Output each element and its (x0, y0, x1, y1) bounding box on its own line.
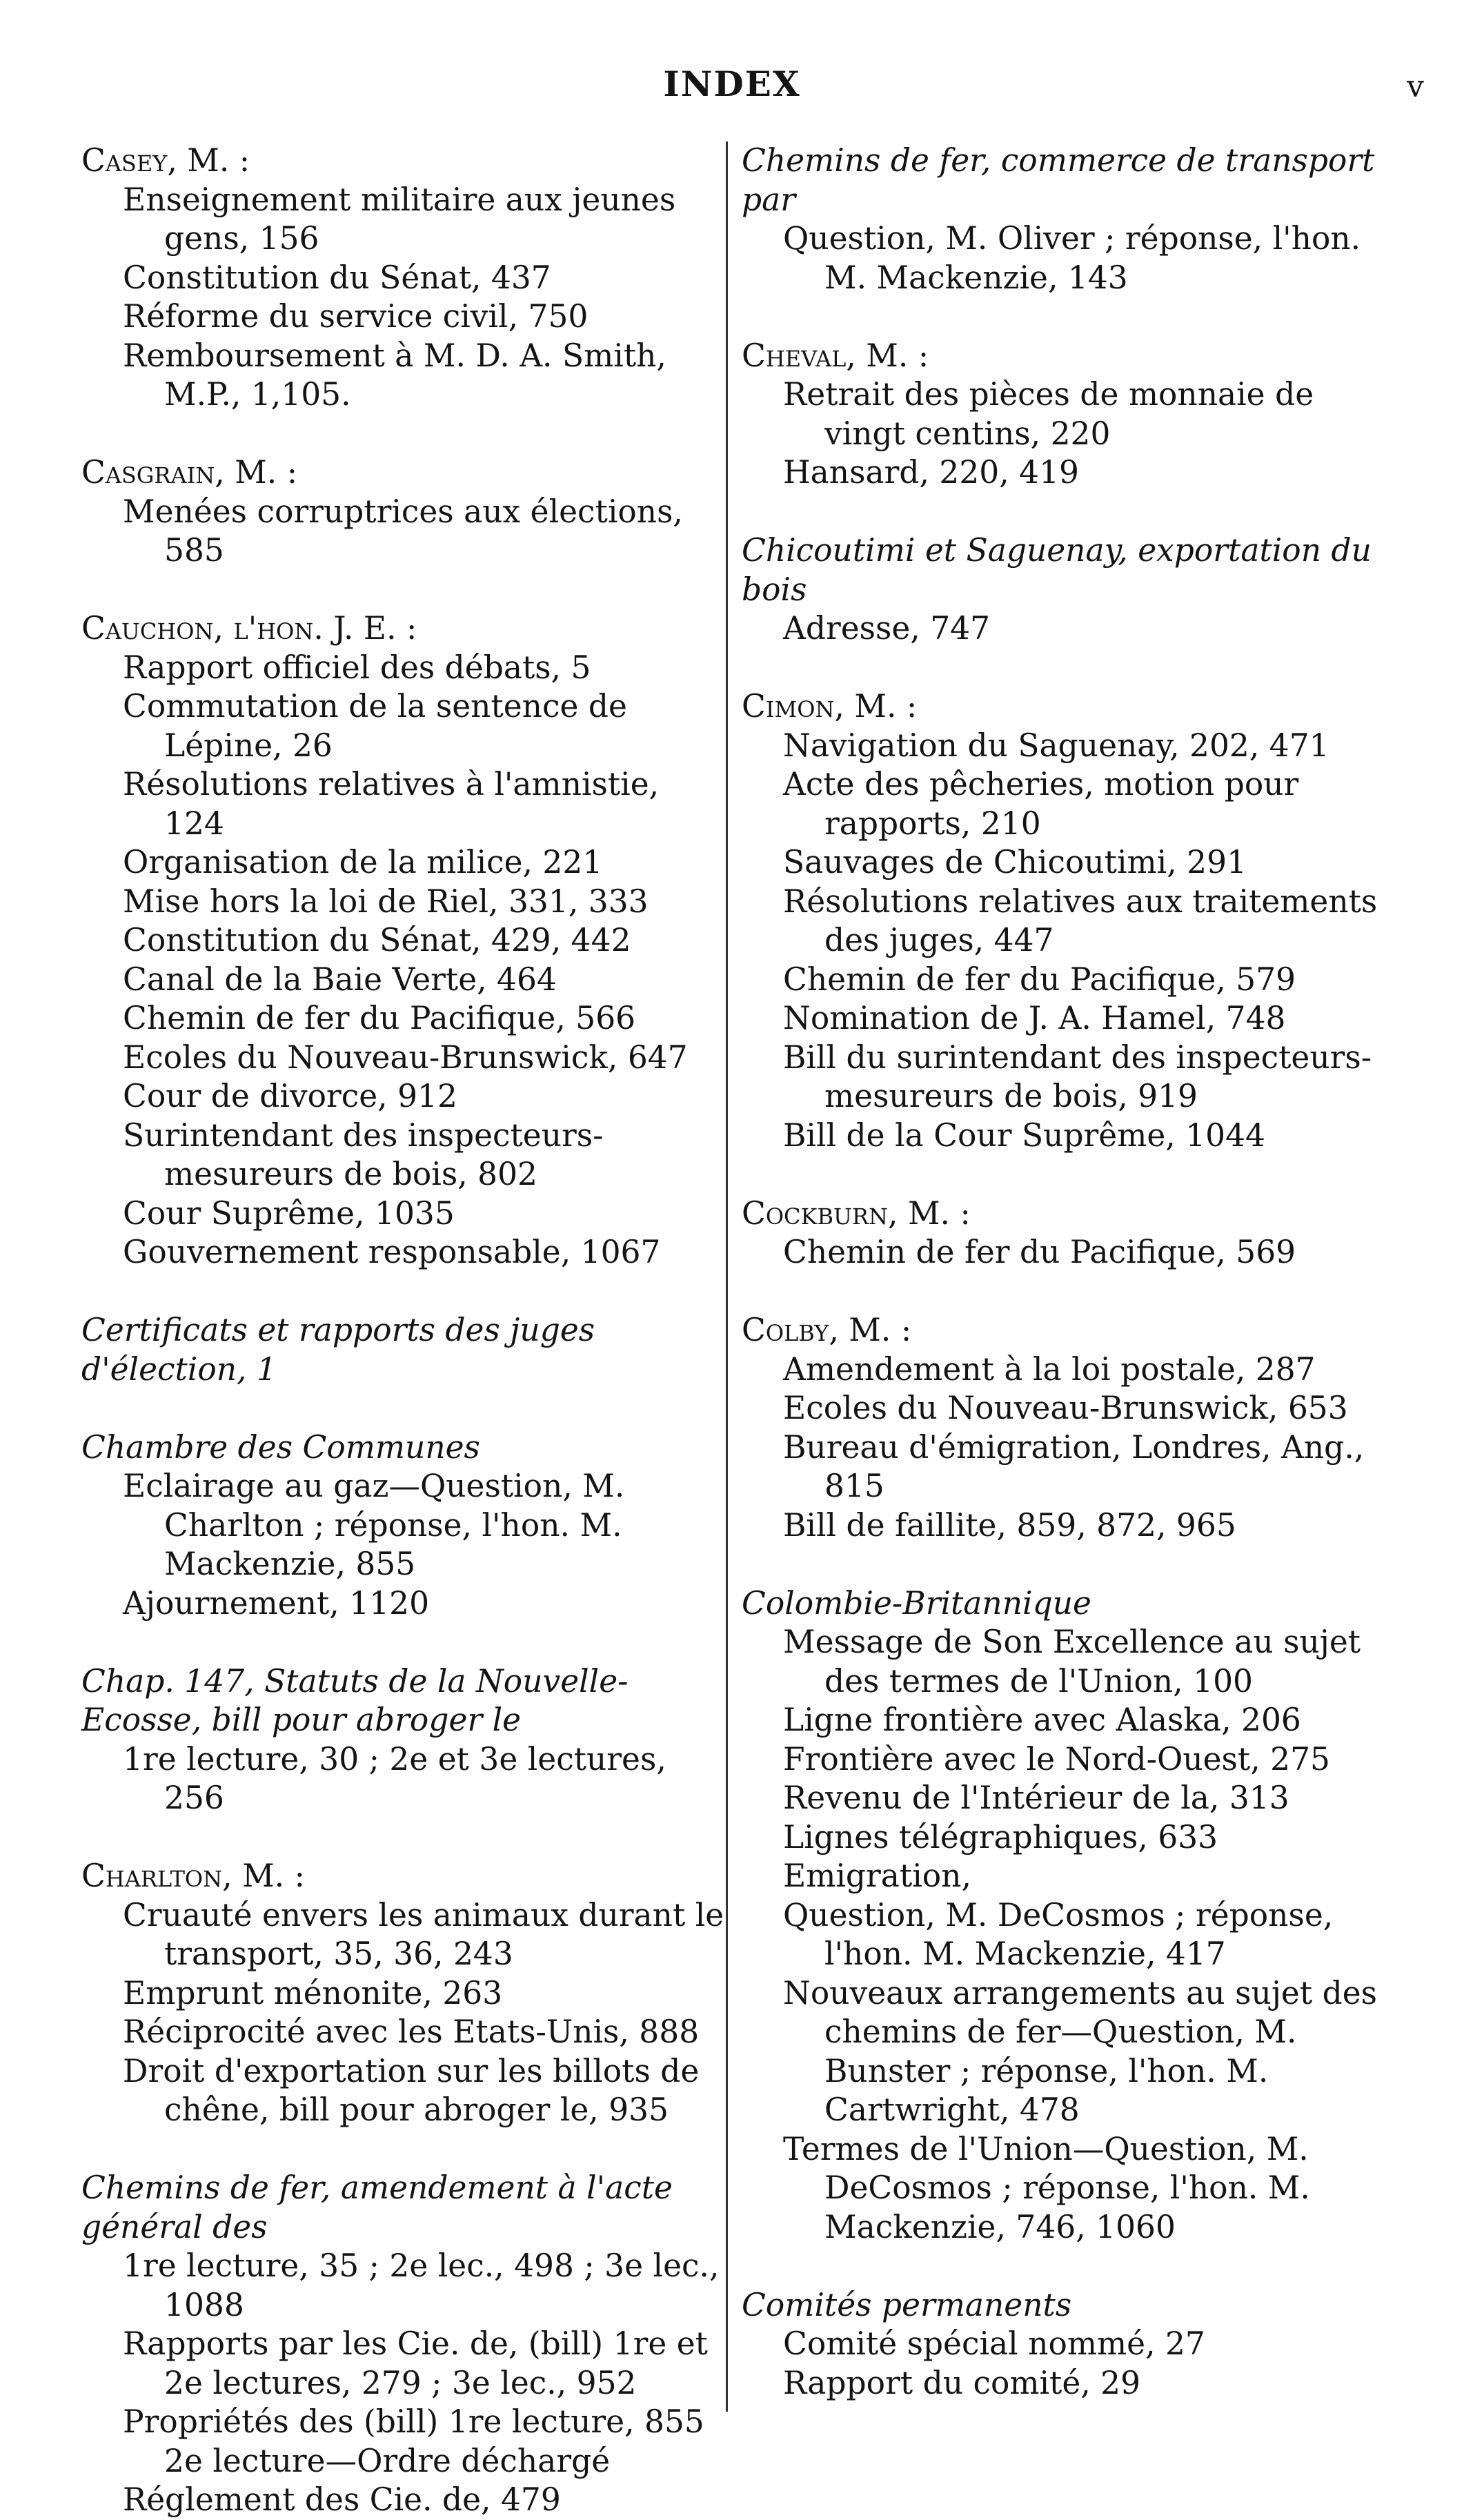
index-subentry: Droit d'exportation sur les billots de chêne, bill pour abroger le, 935 (123, 2052, 700, 2128)
index-subentry: Nomination de J. A. Hamel, 748 (783, 1000, 1286, 1036)
index-subentry: Adresse, 747 (783, 610, 991, 647)
index-entry-chicoutimi-et-saguenay-exportation-du-bo (742, 531, 1387, 649)
index-subentry: Commutation de la sentence de Lépine, 26 (123, 688, 627, 764)
index-subentry: Navigation du Saguenay, 202, 471 (783, 727, 1329, 764)
index-entry-casey-m (81, 141, 726, 415)
index-subentry: Rapport du comité, 29 (783, 2364, 1141, 2401)
index-subentry: Bill du surintendant des inspecteurs-mesureurs de bois, 919 (783, 1038, 1372, 1114)
index-heading: Cockburn, M. : (742, 1194, 971, 1232)
index-heading: Cauchon, l'hon. J. E. : (81, 610, 417, 647)
index-subentry: Canal de la Baie Verte, 464 (123, 961, 557, 998)
page-number: v (1407, 69, 1424, 104)
index-subentry: Hansard, 220, 419 (783, 454, 1080, 491)
index-subentry: Remboursement à M. D. A. Smith, M.P., 1,105. (123, 337, 666, 413)
index-subentry: Revenu de l'Intérieur de la, 313 (783, 1780, 1289, 1816)
index-subentry: Constitution du Sénat, 429, 442 (123, 922, 631, 958)
index-subentry: Organisation de la milice, 221 (123, 844, 603, 880)
index-subentry: Bill de faillite, 859, 872, 965 (783, 1506, 1236, 1544)
index-subentry: Réciprocité avec les Etats-Unis, 888 (123, 2014, 700, 2050)
index-heading: Colombie-Britannique (742, 1584, 1091, 1622)
index-subentry: Résolutions relatives aux traitements des juges, 447 (783, 883, 1378, 958)
index-entry-chap-147-statuts-de-la-nouvelle-ecosse-b (81, 1662, 726, 1818)
index-entry-chemins-de-fer-amendement-a-l-acte-gener (81, 2169, 726, 2520)
index-subentry: Bureau d'émigration, Londres, Ang., 815 (783, 1428, 1365, 1504)
index-heading: Chambre des Communes (81, 1428, 480, 1466)
index-heading: Cheval, M. : (742, 337, 929, 374)
index-subentry: Mise hors la loi de Riel, 331, 333 (123, 883, 649, 920)
index-heading: Certificats et rapports des juges d'élection, 1 (81, 1312, 595, 1388)
index-subentry: Emigration, (783, 1858, 971, 1894)
index-subentry: Réglement des Cie. de, 479 (123, 2481, 561, 2518)
index-heading: Comités permanents (742, 2286, 1072, 2323)
index-entry-chambre-des-communes (81, 1428, 726, 1624)
left-column (81, 141, 726, 2520)
index-subentry: Réforme du service civil, 750 (123, 298, 588, 335)
index-subentry: Enseignement militaire aux jeunes gens, 156 (123, 181, 676, 257)
index-entry-chemins-de-fer-commerce-de-transport-par (742, 141, 1387, 297)
index-heading: Casgrain, M. : (81, 454, 298, 491)
running-title: INDEX (663, 63, 801, 104)
index-subentry: Nouveaux arrangements au sujet des chemins de fer—Question, M. Bunster ; réponse, l'hon. M. Cartwright, 478 (783, 1974, 1378, 2128)
index-heading: Chicoutimi et Saguenay, exportation du bois (742, 532, 1372, 608)
index-subentry: Propriétés des (bill) 1re lecture, 855 2e lecture—Ordre déchargé (123, 2403, 704, 2479)
index-subentry: Ligne frontière avec Alaska, 206 (783, 1702, 1301, 1738)
index-subentry: Amendement à la loi postale, 287 (783, 1350, 1316, 1388)
index-subentry: Chemin de fer du Pacifique, 579 (783, 961, 1296, 998)
index-entry-casgrain-m (81, 453, 726, 571)
index-subentry: Retrait des pièces de monnaie de vingt centins, 220 (783, 376, 1314, 452)
index-entry-cockburn-m (742, 1194, 1387, 1272)
index-subentry: Rapports par les Cie. de, (bill) 1re et 2e lectures, 279 ; 3e lec., 952 (123, 2325, 708, 2401)
right-column (742, 141, 1387, 2403)
index-subentry: Constitution du Sénat, 437 (123, 259, 551, 296)
index-subentry: Comité spécial nommé, 27 (783, 2325, 1205, 2362)
index-subentry: 1re lecture, 30 ; 2e et 3e lectures, 256 (123, 1740, 666, 1816)
index-entry-cheval-m (742, 337, 1387, 493)
index-subentry: Emprunt ménonite, 263 (123, 1974, 503, 2011)
index-heading: Charlton, M. : (81, 1858, 305, 1894)
index-subentry: Bill de la Cour Suprême, 1044 (783, 1116, 1266, 1154)
index-entry-cauchon-l-hon-j-e (81, 609, 726, 1272)
index-subentry: Rapport officiel des débats, 5 (123, 649, 591, 686)
index-subentry: Cour de divorce, 912 (123, 1078, 457, 1114)
index-entry-certificats-et-rapports-des-juges-d-elec (81, 1311, 726, 1389)
index-subentry: Acte des pêcheries, motion pour rapports, 210 (783, 766, 1299, 842)
index-subentry: Sauvages de Chicoutimi, 291 (783, 844, 1247, 880)
index-subentry: Termes de l'Union—Question, M. DeCosmos ; réponse, l'hon. M. Mackenzie, 746, 1060 (783, 2130, 1310, 2245)
index-subentry: Gouvernement responsable, 1067 (123, 1234, 661, 1270)
index-heading: Colby, M. : (742, 1312, 912, 1348)
index-heading: Cimon, M. : (742, 688, 918, 725)
index-subentry: Chemin de fer du Pacifique, 566 (123, 1000, 636, 1036)
index-heading: Chemins de fer, commerce de transport par (742, 142, 1375, 218)
index-heading: Casey, M. : (81, 142, 250, 179)
index-subentry: Frontière avec le Nord-Ouest, 275 (783, 1740, 1330, 1778)
index-heading: Chap. 147, Statuts de la Nouvelle-Ecosse, bill pour abroger le (81, 1662, 629, 1738)
index-subentry: Résolutions relatives à l'amnistie, 124 (123, 766, 660, 842)
index-subentry: Menées corruptrices aux élections, 585 (123, 493, 683, 569)
index-subentry: Cour Suprême, 1035 (123, 1194, 455, 1232)
index-heading: Chemins de fer, amendement à l'acte général des (81, 2169, 673, 2245)
index-subentry: Message de Son Excellence au sujet des termes de l'Union, 100 (783, 1624, 1361, 1700)
index-subentry: Cruauté envers les animaux durant le transport, 35, 36, 243 (123, 1896, 724, 1972)
index-subentry: Chemin de fer du Pacifique, 569 (783, 1234, 1296, 1270)
index-entry-colombie-britannique (742, 1584, 1387, 2247)
index-entry-comites-permanents (742, 2286, 1387, 2403)
index-entry-colby-m (742, 1311, 1387, 1545)
index-subentry: Eclairage au gaz—Question, M. Charlton ; réponse, l'hon. M. Mackenzie, 855 (123, 1468, 625, 1582)
index-subentry: Surintendant des inspecteurs-mesureurs de bois, 802 (123, 1116, 604, 1192)
index-subentry: Ecoles du Nouveau-Brunswick, 653 (783, 1390, 1348, 1426)
index-entry-cimon-m (742, 687, 1387, 1155)
index-subentry: Question, M. DeCosmos ; réponse, l'hon. M. Mackenzie, 417 (783, 1896, 1334, 1972)
index-entry-charlton-m (81, 1857, 726, 2130)
index-subentry: Lignes télégraphiques, 633 (783, 1818, 1218, 1855)
index-subentry: Ecoles du Nouveau-Brunswick, 647 (123, 1038, 688, 1076)
index-subentry: 1re lecture, 35 ; 2e lec., 498 ; 3e lec., 1088 (123, 2247, 720, 2323)
index-subentry: Ajournement, 1120 (123, 1584, 430, 1622)
page-header (0, 63, 1464, 119)
index-subentry: Question, M. Oliver ; réponse, l'hon. M. Mackenzie, 143 (783, 220, 1361, 296)
